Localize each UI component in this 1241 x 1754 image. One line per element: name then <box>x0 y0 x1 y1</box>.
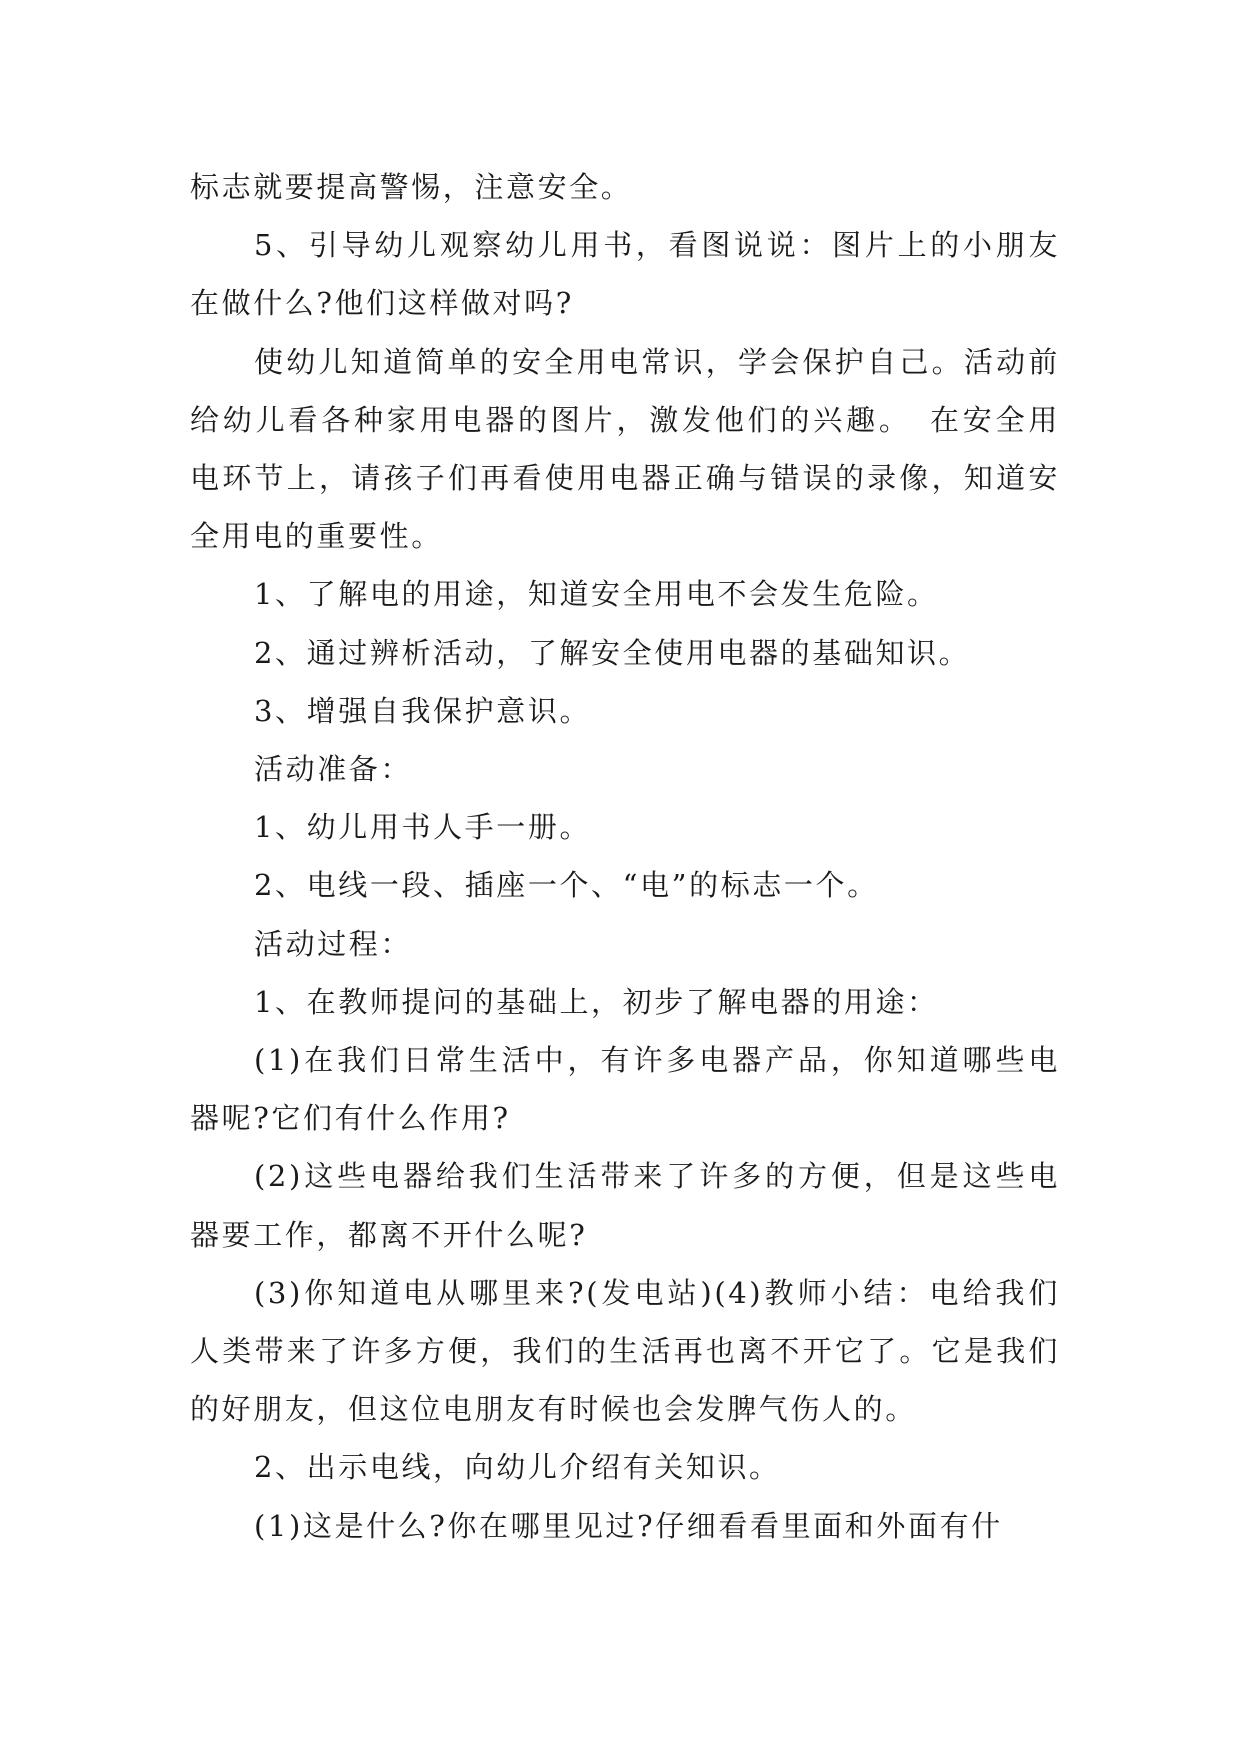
document-page <box>190 158 1060 1555</box>
paragraph-11: 1、在教师提问的基础上，初步了解电器的用途： <box>254 984 939 1019</box>
paragraph-4: 1、了解电的用途，知道安全用电不会发生危险。 <box>254 577 939 612</box>
paragraph-16: (1)这是什么?你在哪里见过?仔细看看里面和外面有什 <box>254 1508 1003 1543</box>
paragraph-7: 活动准备： <box>254 752 413 787</box>
paragraph-13: (2)这些电器给我们生活带来了许多的方便，但是这些电器要工作，都离不开什么呢? <box>190 1159 1060 1252</box>
paragraph-14: (3)你知道电从哪里来?(发电站)(4)教师小结：电给我们人类带来了许多方便，我们的生活再也离不开它了。它是我们的好朋友，但这位电朋友有时候也会发脾气伤人的。 <box>190 1275 1060 1427</box>
paragraph-8: 1、幼儿用书人手一册。 <box>254 810 592 845</box>
paragraph-1: 标志就要提高警惕，注意安全。 <box>190 170 633 204</box>
paragraph-9: 2、电线一段、插座一个、“电”的标志一个。 <box>254 868 879 903</box>
paragraph-2: 5、引导幼儿观察幼儿用书，看图说说：图片上的小朋友在做什么?他们这样做对吗? <box>190 228 1060 321</box>
paragraph-6: 3、增强自我保护意识。 <box>254 693 592 728</box>
paragraph-5: 2、通过辨析活动，了解安全使用电器的基础知识。 <box>254 635 971 670</box>
paragraph-3: 使幼儿知道简单的安全用电常识，学会保护自己。活动前给幼儿看各种家用电器的图片，激发他们的兴趣。 在安全用电环节上，请孩子们再看使用电器正确与错误的录像，知道安全用电的重要性。 <box>190 344 1060 554</box>
paragraph-15: 2、出示电线，向幼儿介绍有关知识。 <box>254 1450 781 1485</box>
paragraph-12: (1)在我们日常生活中，有许多电器产品，你知道哪些电器呢?它们有什么作用? <box>190 1043 1060 1136</box>
paragraph-10: 活动过程： <box>254 926 413 961</box>
